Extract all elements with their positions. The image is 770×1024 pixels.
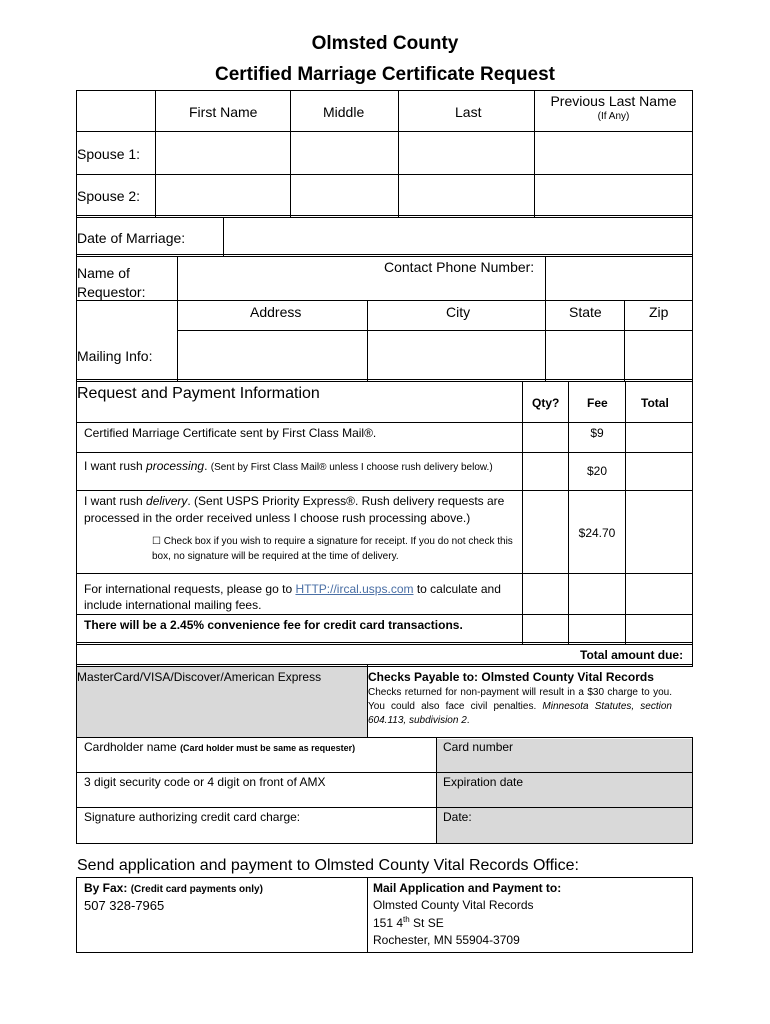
spouse1-label: Spouse 1: xyxy=(77,146,141,162)
first-name-header: First Name xyxy=(189,104,258,120)
spouse2-last-name-field[interactable] xyxy=(399,175,533,214)
mail-address-line1: Olmsted County Vital Records xyxy=(373,898,534,912)
expiration-date-label: Expiration date xyxy=(443,775,524,789)
spouse2-label: Spouse 2: xyxy=(77,188,141,204)
mail-address-line2: 151 4th St SE xyxy=(373,915,444,930)
item-rush-processing-fee: $20 xyxy=(586,464,608,478)
item-certified-certificate: Certified Marriage Certificate sent by First Class Mail®. xyxy=(84,426,377,440)
middle-name-header: Middle xyxy=(323,104,365,120)
card-number-field[interactable] xyxy=(437,756,691,771)
security-code-field[interactable] xyxy=(77,791,435,806)
title-county: Olmsted County xyxy=(311,33,459,54)
date-label: Date: xyxy=(443,810,472,824)
address-field[interactable] xyxy=(178,331,366,378)
date-field[interactable] xyxy=(437,826,691,842)
request-payment-header: Request and Payment Information xyxy=(77,385,320,402)
spouse2-first-name-field[interactable] xyxy=(156,175,289,214)
qty-certified-field[interactable] xyxy=(523,423,567,451)
name-of-requestor-label-1: Name of xyxy=(77,265,130,281)
address-header: Address xyxy=(250,304,302,320)
signature-label: Signature authorizing credit card charge: xyxy=(84,810,301,824)
returned-checks-note: Checks returned for non-payment will result in a $30 charge to you. You could also face civil penalties. Minnesota Statutes, section 604.113, subdivision 2. xyxy=(368,687,672,726)
total-rush-processing-field[interactable] xyxy=(626,453,691,489)
item-rush-delivery: I want rush delivery. (Sent USPS Priority Express®. Rush delivery requests are processed in the order received unless I choose rush processing above.) xyxy=(84,494,505,525)
security-code-label: 3 digit security code or 4 digit on front of AMX xyxy=(84,775,326,789)
signature-field[interactable] xyxy=(77,826,435,842)
contact-phone-field[interactable] xyxy=(546,258,691,299)
state-header: State xyxy=(569,304,602,320)
item-rush-delivery-fee: $24.70 xyxy=(578,526,616,540)
card-number-label: Card number xyxy=(443,740,514,754)
total-header: Total xyxy=(641,396,669,410)
checks-payable-label: Checks Payable to: Olmsted County Vital Records xyxy=(368,670,654,684)
page-title: Certified Marriage Certificate Request xyxy=(215,64,555,85)
spouse1-previous-name-field[interactable] xyxy=(535,132,691,173)
requestor-name-field[interactable] xyxy=(178,258,544,299)
spouse1-last-name-field[interactable] xyxy=(399,132,533,173)
last-name-header: Last xyxy=(455,104,482,120)
city-header: City xyxy=(446,304,471,320)
fax-number: 507 328-7965 xyxy=(84,898,165,913)
total-rush-delivery-field[interactable] xyxy=(626,491,691,572)
mailing-info-label: Mailing Info: xyxy=(77,348,153,364)
spouse2-previous-name-field[interactable] xyxy=(535,175,691,214)
qty-header: Qty? xyxy=(532,396,560,410)
send-heading: Send application and payment to Olmsted County Vital Records Office: xyxy=(77,857,579,874)
mail-address-line3: Rochester, MN 55904-3709 xyxy=(373,933,520,947)
city-field[interactable] xyxy=(368,331,544,378)
cardholder-name-field[interactable] xyxy=(77,756,435,771)
convenience-fee-note: There will be a 2.45% convenience fee for credit card transactions. xyxy=(84,618,463,632)
qty-rush-delivery-field[interactable] xyxy=(523,491,567,572)
total-amount-due-label: Total amount due: xyxy=(580,648,684,662)
state-field[interactable] xyxy=(546,331,623,378)
signature-checkbox-note[interactable]: ☐ Check box if you wish to require a signature for receipt. If you do not check this box, no signature will be required at the time of delivery. xyxy=(152,536,513,562)
if-any-note: (If Any) xyxy=(597,111,630,122)
card-types-label: MasterCard/VISA/Discover/American Express xyxy=(77,670,322,684)
mail-label: Mail Application and Payment to: xyxy=(373,881,562,895)
spouse1-first-name-field[interactable] xyxy=(156,132,289,173)
contact-phone-label: Contact Phone Number: xyxy=(384,259,535,275)
name-of-requestor-label-2: Requestor: xyxy=(77,284,146,300)
usps-calculator-link[interactable]: HTTP://ircal.usps.com xyxy=(295,582,414,596)
total-certified-field[interactable] xyxy=(626,423,691,451)
cardholder-name-label: Cardholder name (Card holder must be same as requester) xyxy=(84,740,356,754)
spouse1-middle-name-field[interactable] xyxy=(291,132,397,173)
qty-rush-processing-field[interactable] xyxy=(523,453,567,489)
zip-field[interactable] xyxy=(625,331,691,378)
previous-last-name-header: Previous Last Name xyxy=(550,93,677,109)
item-rush-processing: I want rush processing. (Sent by First Class Mail® unless I choose rush delivery below.) xyxy=(84,459,493,473)
international-note: For international requests, please go to HTTP://ircal.usps.com to calculate and include international mailing fees. xyxy=(84,582,501,612)
expiration-date-field[interactable] xyxy=(437,791,691,806)
item-certified-fee: $9 xyxy=(590,426,604,440)
zip-header: Zip xyxy=(649,304,669,320)
fax-label: By Fax: (Credit card payments only) xyxy=(84,881,263,895)
date-of-marriage-label: Date of Marriage: xyxy=(77,230,186,246)
spouse2-middle-name-field[interactable] xyxy=(291,175,397,214)
date-of-marriage-field[interactable] xyxy=(224,219,691,253)
fee-header: Fee xyxy=(587,396,608,410)
